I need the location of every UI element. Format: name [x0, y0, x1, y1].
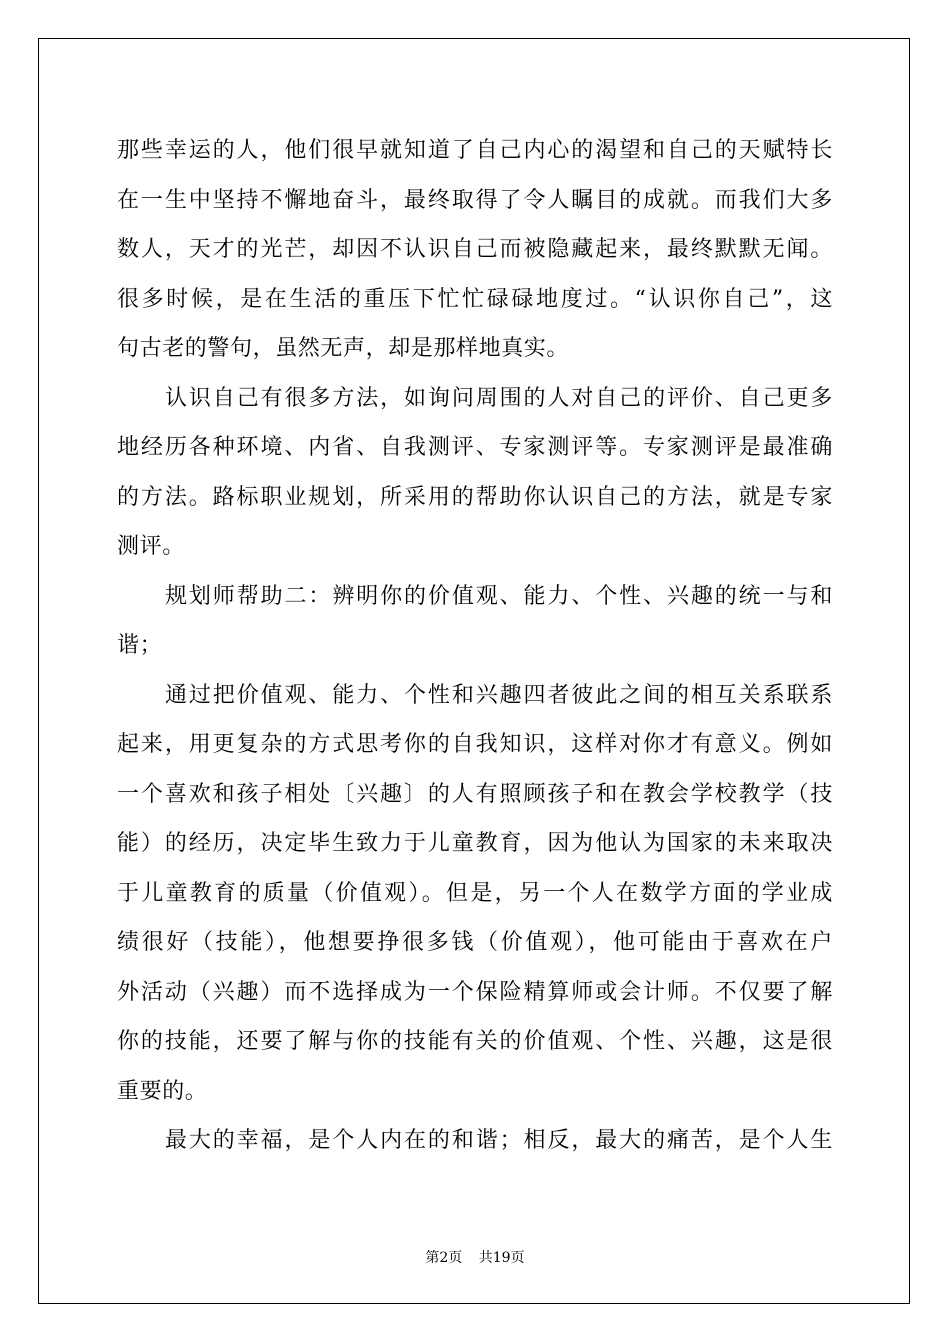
paragraph-1	[117, 126, 833, 374]
text-line: 那些幸运的人，他们很早就知道了自己内心的渴望和自己的天赋特长	[117, 138, 833, 163]
text-line: 的方法。路标职业规划，所采用的帮助你认识自己的方法，就是专家	[117, 484, 833, 510]
text-line: 很多时候，是在生活的重压下忙忙碌碌地度过。“认识你自己”，这	[117, 286, 833, 312]
text-line: 重要的。	[117, 1078, 208, 1104]
paragraph-2	[117, 374, 833, 572]
text-line: 于儿童教育的质量（价值观）。但是，另一个人在数学方面的学业成	[117, 880, 833, 906]
paragraph-3	[117, 572, 833, 671]
document-body	[117, 126, 833, 1166]
text-line: 一个喜欢和孩子相处〔兴趣〕的人有照顾孩子和在教会学校教学（技	[117, 781, 833, 807]
text-line: 你的技能，还要了解与你的技能有关的价值观、个性、兴趣，这是很	[117, 1029, 833, 1054]
page-footer	[0, 1247, 950, 1267]
text-line: 外活动（兴趣）而不选择成为一个保险精算师或会计师。不仅要了解	[117, 979, 833, 1005]
text-line: 句古老的警句，虽然无声，却是那样地真实。	[117, 336, 570, 361]
text-line: 地经历各种环境、内省、自我测评、专家测评等。专家测评是最准确	[117, 435, 833, 460]
text-line: 规划师帮助二：辨明你的价值观、能力、个性、兴趣的统一与和	[165, 583, 833, 609]
text-line: 通过把价值观、能力、个性和兴趣四者彼此之间的相互关系联系	[165, 682, 833, 708]
text-line: 能）的经历，决定毕生致力于儿童教育，因为他认为国家的未来取决	[117, 831, 833, 856]
text-line: 绩很好（技能），他想要挣很多钱（价值观），他可能由于喜欢在户	[117, 930, 833, 955]
page-number: 第2页	[425, 1250, 463, 1266]
paragraph-4	[117, 671, 833, 1117]
paragraph-5	[117, 1116, 833, 1166]
text-line: 认识自己有很多方法，如询问周围的人对自己的评价、自己更多	[165, 385, 833, 411]
text-line: 数人，天才的光芒，却因不认识自己而被隐藏起来，最终默默无闻。	[117, 237, 833, 262]
text-line: 测评。	[117, 534, 185, 559]
text-line: 在一生中坚持不懈地奋斗，最终取得了令人瞩目的成就。而我们大多	[117, 187, 833, 213]
text-line: 起来，用更复杂的方式思考你的自我知识，这样对你才有意义。例如	[117, 732, 833, 757]
text-line: 最大的幸福，是个人内在的和谐；相反，最大的痛苦，是个人生	[165, 1128, 833, 1153]
text-line: 谐；	[117, 633, 163, 658]
page-total: 共19页	[478, 1250, 525, 1266]
